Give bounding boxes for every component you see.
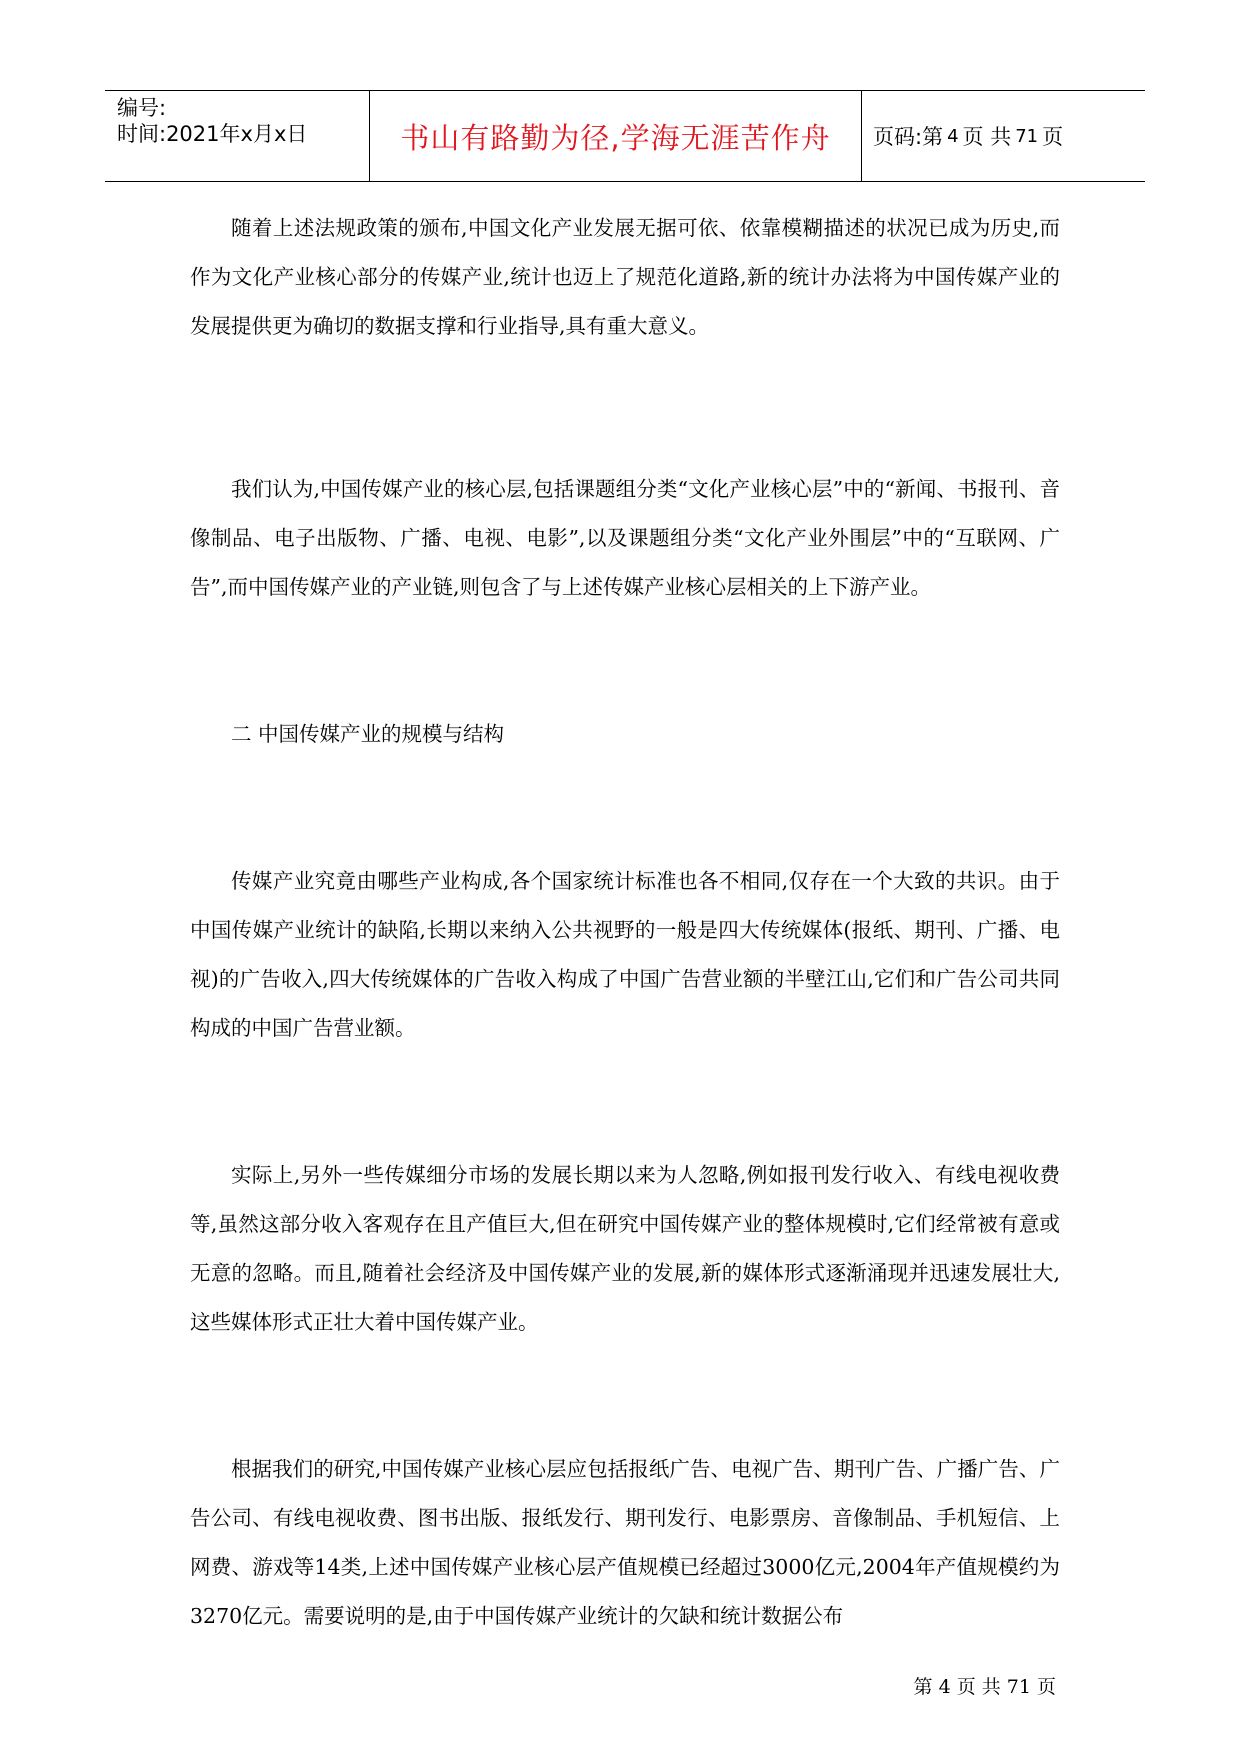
page-current: 4 — [947, 125, 959, 147]
page-middle: 页 共 — [962, 125, 1012, 149]
document-time-label: 时间:2021年x月x日 — [117, 122, 308, 146]
header-meta — [117, 91, 367, 181]
page-total: 71 — [1015, 125, 1039, 147]
document-body — [190, 204, 1060, 1641]
paragraph-1: 随着上述法规政策的颁布,中国文化产业发展无据可依、依靠模糊描述的状况已成为历史,而作为文化产业核心部分的传媒产业,统计也迈上了规范化道路,新的统计办法将为中国传媒产业的发展提供更为确切的数据支撑和行业指导,具有重大意义。 — [190, 216, 1060, 338]
paragraph-spacer — [190, 612, 1060, 710]
header-motto: 书山有路勤为径,学海无涯苦作舟 — [400, 120, 831, 155]
header-divider-right — [861, 91, 862, 181]
paragraph-spacer — [190, 1347, 1060, 1445]
paragraph-4: 实际上,另外一些传媒细分市场的发展长期以来为人忽略,例如报刊发行收入、有线电视收费等,虽然这部分收入客观存在且产值巨大,但在研究中国传媒产业的整体规模时,它们经常被有意或无意的忽略。而且,随着社会经济及中国传媒产业的发展,新的媒体形式逐渐涌现并迅速发展壮大,这些媒体形式正壮大着中国传媒产业。 — [190, 1163, 1060, 1334]
document-number-label: 编号: — [117, 96, 167, 120]
page-footer: 第 4 页 共 71 页 — [913, 1676, 1056, 1698]
section-heading: 二 中国传媒产业的规模与结构 — [231, 722, 505, 746]
paragraph-3: 传媒产业究竟由哪些产业构成,各个国家统计标准也各不相同,仅存在一个大致的共识。由于中国传媒产业统计的缺陷,长期以来纳入公共视野的一般是四大传统媒体(报纸、期刊、广播、电视)的广告收入,四大传统媒体的广告收入构成了中国广告营业额的半壁江山,它们和广告公司共同构成的中国广告营业额。 — [190, 869, 1060, 1040]
paragraph-spacer — [190, 759, 1060, 857]
page-header — [105, 90, 1145, 182]
page-prefix: 页码:第 — [873, 125, 944, 149]
page-suffix: 页 — [1042, 125, 1064, 149]
paragraph-2: 我们认为,中国传媒产业的核心层,包括课题组分类“文化产业核心层”中的“新闻、书报刊、音像制品、电子出版物、广播、电视、电影”,以及课题组分类“文化产业外围层”中的“互联网、广告”,而中国传媒产业的产业链,则包含了与上述传媒产业核心层相关的上下游产业。 — [190, 477, 1060, 599]
paragraph-spacer — [190, 351, 1060, 465]
paragraph-spacer — [190, 1053, 1060, 1151]
paragraph-5: 根据我们的研究,中国传媒产业核心层应包括报纸广告、电视广告、期刊广告、广播广告、广告公司、有线电视收费、图书出版、报纸发行、期刊发行、电影票房、音像制品、手机短信、上网费、游戏等14类,上述中国传媒产业核心层产值规模已经超过3000亿元,2004年产值规模约为3270亿元。需要说明的是,由于中国传媒产业统计的欠缺和统计数据公布 — [190, 1457, 1060, 1628]
header-page-info — [873, 91, 1063, 181]
